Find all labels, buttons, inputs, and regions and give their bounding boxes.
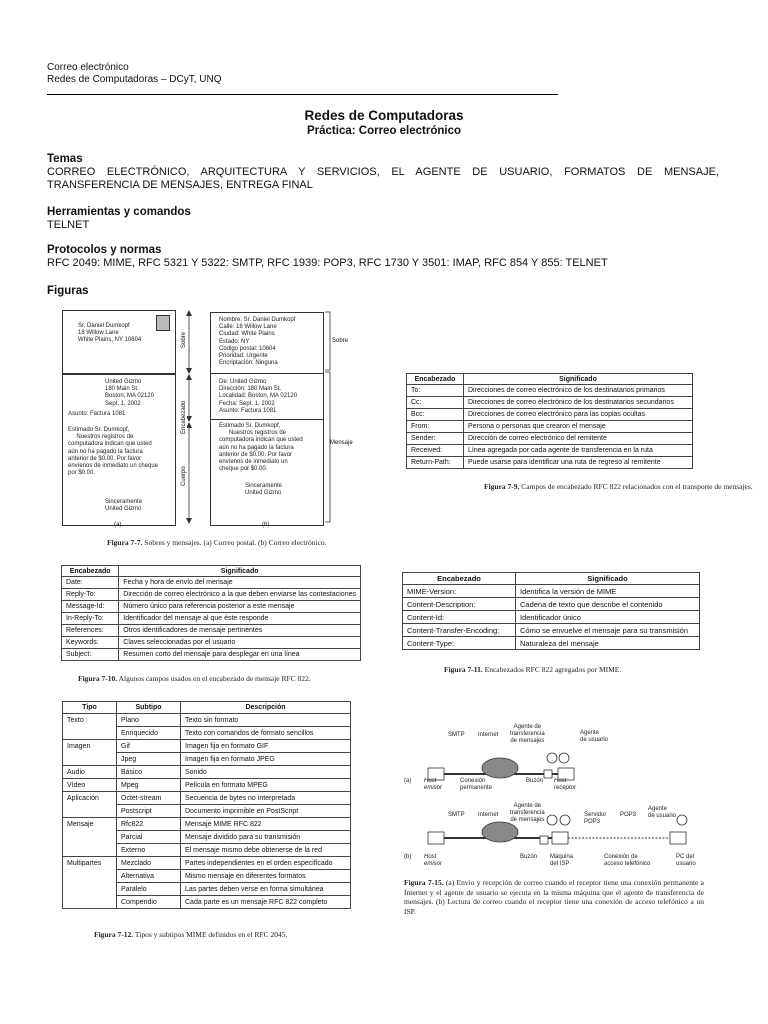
internet-cloud-b-icon [482, 822, 518, 842]
col-descripcion: Descripción [181, 702, 351, 714]
label-sobre-right: Sobre [332, 338, 349, 344]
section-protocolos-heading: Protocolos y normas [47, 244, 162, 256]
isp-machine-icon [552, 832, 568, 844]
table-cell: Película en formato MPEG [181, 779, 351, 792]
email-body: Estimado Sr. Dumkopf, Nuestros registros de computadora indican que usted aún no ha pagado la factura anterior de $0.00. Por favor envíenos de inmediato un cheque por $0.00. [219, 423, 303, 473]
table-cell: Content-Id: [403, 611, 516, 624]
table-cell: Cada parte es un mensaje RFC 822 completo [181, 896, 351, 909]
figure-7-9-caption: Figura 7-9. Campos de encabezado RFC 822 relacionados con el transporte de mensajes. [484, 482, 753, 491]
table-cell: Número único para referencia posterior a este mensaje [119, 601, 361, 613]
table-cell: Texto con comandos de formato sencillos [181, 727, 351, 740]
mailbox-a-icon [544, 770, 552, 778]
col-encabezado: Encabezado [403, 573, 516, 585]
table-row [62, 625, 361, 637]
table-row [63, 870, 351, 883]
table-cell: Multipartes [63, 857, 117, 870]
figure-7-12-caption: Figura 7-12. Tipos y subtipos MIME definidos en el RFC 2045. [94, 930, 288, 939]
fig715-a-buzon: Buzón [526, 778, 544, 784]
figure-7-10-caption: Figura 7-10. Algunos campos usados en el encabezado de mensaje RFC 822. [78, 674, 311, 683]
table-cell: MIME-Version: [403, 585, 516, 598]
section-herramientas-text: TELNET [47, 219, 90, 231]
figure-7-11-table [402, 572, 700, 650]
email-sign: Sinceramente United Gizmo [245, 483, 283, 497]
table-row [403, 585, 700, 598]
table-cell: Compendio [117, 896, 181, 909]
table-cell [63, 753, 117, 766]
table-cell: Persona o personas que crearon el mensaje [464, 421, 693, 433]
table-cell: Imagen fija en formato GIF [181, 740, 351, 753]
label-mensaje: Mensaje [330, 440, 353, 446]
col-subtipo: Subtipo [117, 702, 181, 714]
postal-letter [62, 374, 176, 526]
table-row [62, 601, 361, 613]
table-cell: Parcial [117, 831, 181, 844]
table-cell: Mensaje MIME RFC 822 [181, 818, 351, 831]
section-figuras-heading: Figuras [47, 285, 89, 297]
email-from: De: United Gizmo Dirección: 180 Main St. Localidad: Boston, MA 02120 Fecha: Sept. 1, 2002 Asunto: Factura 1081 [219, 379, 298, 414]
figure-7-12-table [62, 701, 351, 909]
table-row [62, 649, 361, 661]
table-cell: Bcc: [407, 409, 464, 421]
table-cell: Direcciones de correo electrónico de los destinatarios primarios [464, 385, 693, 397]
col-significado: Significado [119, 566, 361, 577]
postal-envelope [62, 310, 176, 374]
table-row [403, 598, 700, 611]
table-cell: Las partes deben verse en forma simultánea [181, 883, 351, 896]
table-cell: Gif [117, 740, 181, 753]
table-cell: Identifica la versión de MIME [516, 585, 700, 598]
table-cell: Claves seleccionadas por el usuario [119, 637, 361, 649]
figure-7-10-table [61, 565, 361, 661]
table-row [407, 421, 693, 433]
label-b: (b) [262, 522, 270, 528]
fig715-a-agente-usuario: Agente de usuario [580, 730, 609, 744]
table-cell: Message-Id: [62, 601, 119, 613]
table-cell [63, 727, 117, 740]
table-cell: Cadena de texto que describe el contenido [516, 598, 700, 611]
table-cell: Mezclado [117, 857, 181, 870]
fig715-a-conexion: Conexión permanente [460, 778, 493, 792]
table-cell: Dirección de correo electrónico del remitente [464, 433, 693, 445]
table-cell: Reply-To: [62, 589, 119, 601]
table-cell: To: [407, 385, 464, 397]
letter-subject: Asunto: Factura 1081 [68, 411, 126, 417]
table-cell: In-Reply-To: [62, 613, 119, 625]
table-cell: Content-Transfer-Encoding: [403, 624, 516, 637]
letter-body: Estimado Sr. Dumkopf, Nuestros registros de computadora indican que usted aún no ha pagado la factura anterior de $0.00. Por favor envíenos de inmediato un cheque por $0.00. [68, 427, 159, 477]
table-cell: Externo [117, 844, 181, 857]
table-cell: Imagen fija en formato JPEG [181, 753, 351, 766]
doc-header-line1: Correo electrónico [47, 62, 129, 73]
letter-sign: Sinceramente United Gizmo [105, 499, 143, 513]
figure-7-7 [62, 310, 353, 530]
table-cell: Aplicación [63, 792, 117, 805]
envelope-address: Sr. Daniel Dumkopf 18 Willow Lane White Plains, NY 10604 [78, 323, 142, 344]
table-row [63, 740, 351, 753]
table-cell: Plano [117, 714, 181, 727]
table-cell: Sender: [407, 433, 464, 445]
table-cell: Subject: [62, 649, 119, 661]
doc-header-line2: Redes de Computadoras – DCyT, UNQ [47, 74, 222, 85]
section-protocolos-text: RFC 2049: MIME, RFC 5321 Y 5322: SMTP, RFC 1939: POP3, RFC 1730 Y 3501: IMAP, RFC 854 Y 855: TELNET [47, 257, 608, 269]
table-row [63, 779, 351, 792]
fig715-a-host-receptor: Host receptor [554, 778, 577, 792]
page-title: Redes de Computadoras [304, 108, 464, 123]
fig715-a-internet: Internet [478, 732, 499, 738]
fig715-b-agente-usuario: Agente de usuario [648, 806, 677, 820]
table-cell: Fecha y hora de envío del mensaje [119, 577, 361, 589]
table-cell: Cómo se envuelve el mensaje para su transmisión [516, 624, 700, 637]
table-cell [63, 844, 117, 857]
table-row [407, 385, 693, 397]
table-row [403, 611, 700, 624]
table-cell: Enriquecido [117, 727, 181, 740]
table-cell: References: [62, 625, 119, 637]
table-cell: Puede usarse para identificar una ruta de regreso al remitente [464, 457, 693, 469]
table-row [63, 766, 351, 779]
table-cell: Otros identificadores de mensaje pertinentes [119, 625, 361, 637]
table-row [62, 613, 361, 625]
table-cell: Direcciones de correo electrónico de los destinatarios secundarios [464, 397, 693, 409]
email-headers: Nombre: Sr. Daniel Dumkopf Calle: 18 Willow Lane Ciudad: White Plains Estado: NY Código postal: 10604 Prioridad: Urgente Encriptación: Ninguna [219, 317, 296, 367]
table-cell: Línea agregada por cada agente de transferencia en la ruta [464, 445, 693, 457]
label-sobre: Sobre [181, 318, 187, 348]
fig715-b-internet: Internet [478, 812, 499, 818]
table-row [63, 844, 351, 857]
fig715-b-host-emisor: Host emisor [424, 854, 443, 868]
table-cell: Paralelo [117, 883, 181, 896]
mailbox-b-icon [540, 836, 548, 844]
table-cell: Secuencia de bytes no interpretada [181, 792, 351, 805]
table-cell: Sonido [181, 766, 351, 779]
fig715-a-agente-transf: Agente de transferencia de mensajes [510, 724, 545, 745]
table-cell: Jpeg [117, 753, 181, 766]
section-temas-heading: Temas [47, 153, 83, 165]
table-cell: Rfc822 [117, 818, 181, 831]
table-row [63, 792, 351, 805]
fig715-b-label: (b) [404, 854, 412, 860]
fig715-a-smtp: SMTP [448, 732, 465, 738]
table-cell: Dirección de correo electrónico a la que deben enviarse las contestaciones [119, 589, 361, 601]
fig715-b-maquina: Máquina del ISP [550, 854, 574, 868]
fig715-a-host-emisor: Host emisor [424, 778, 443, 792]
table-row [407, 433, 693, 445]
table-cell [63, 831, 117, 844]
label-a: (a) [114, 522, 122, 528]
table-cell: Naturaleza del mensaje [516, 637, 700, 650]
table-cell: Mismo mensaje en diferentes formatos [181, 870, 351, 883]
table-row [63, 831, 351, 844]
table-row [63, 805, 351, 818]
table-row [63, 883, 351, 896]
table-cell: Octet-stream [117, 792, 181, 805]
table-row [62, 637, 361, 649]
table-row [63, 857, 351, 870]
header-rule [47, 94, 558, 95]
fig715-b-buzon: Buzón [520, 854, 538, 860]
figure-7-15-caption: Figura 7-15. (a) Envío y recepción de correo cuando el receptor tiene una conexión permanente a Internet y el agente de usuario se ejecuta en la misma máquina que el agente de transferencia de mensajes. (b) Lectura de correo cuando el receptor tiene una conexión de acceso telefónico a un ISP. [404, 878, 705, 916]
table-cell: Básico [117, 766, 181, 779]
internet-cloud-a-icon [482, 758, 518, 778]
table-cell: Identificador único [516, 611, 700, 624]
table-cell: Texto [63, 714, 117, 727]
fig715-b-smtp: SMTP [448, 812, 465, 818]
table-cell: Content-Description: [403, 598, 516, 611]
table-cell: Imagen [63, 740, 117, 753]
table-cell [63, 870, 117, 883]
table-cell [63, 896, 117, 909]
email-message [210, 312, 324, 526]
figure-7-9-table [406, 373, 693, 469]
table-cell: Mensaje [63, 818, 117, 831]
col-encabezado: Encabezado [62, 566, 119, 577]
table-cell: Content-Type: [403, 637, 516, 650]
user-pc-icon [670, 832, 686, 844]
col-significado: Significado [464, 374, 693, 385]
table-cell: Mensaje dividido para su transmisión [181, 831, 351, 844]
table-row [407, 445, 693, 457]
table-cell: Received: [407, 445, 464, 457]
figure-7-11-caption: Figura 7-11. Encabezados RFC 822 agregados por MIME. [444, 665, 622, 674]
table-row [407, 457, 693, 469]
table-row [62, 577, 361, 589]
table-row [407, 397, 693, 409]
col-encabezado: Encabezado [407, 374, 464, 385]
table-row [62, 589, 361, 601]
table-row [63, 727, 351, 740]
table-cell: Partes independientes en el orden especificado [181, 857, 351, 870]
table-cell [63, 883, 117, 896]
table-cell: Audio [63, 766, 117, 779]
col-tipo: Tipo [63, 702, 117, 714]
table-row [63, 896, 351, 909]
figure-7-7-caption: Figura 7-7. Sobres y mensajes. (a) Correo postal. (b) Correo electrónico. [107, 538, 327, 547]
table-cell: Keywords: [62, 637, 119, 649]
table-row [63, 818, 351, 831]
table-cell: Texto sin formato [181, 714, 351, 727]
stamp-icon [156, 315, 170, 331]
table-cell: Cc: [407, 397, 464, 409]
fig715-b-pop3: POP3 [620, 812, 637, 818]
fig715-b-conexion: Conexión de acceso telefónico [604, 854, 651, 868]
table-cell: Alternativa [117, 870, 181, 883]
table-cell: El mensaje mismo debe obtenerse de la red [181, 844, 351, 857]
host-emisor-b-icon [428, 832, 444, 844]
table-cell: Mpeg [117, 779, 181, 792]
section-herramientas-heading: Herramientas y comandos [47, 206, 191, 218]
fig715-b-agente-transf: Agente de transferencia de mensajes [510, 803, 545, 824]
fig715-b-pc: PC del usuario [676, 854, 696, 868]
table-row [403, 624, 700, 637]
col-significado: Significado [516, 573, 700, 585]
fig715-b-servidor: Servidor POP3 [584, 812, 607, 826]
table-cell: Date: [62, 577, 119, 589]
table-cell: Direcciones de correo electrónico para las copias ocultas [464, 409, 693, 421]
table-row [63, 714, 351, 727]
section-temas-text: CORREO ELECTRÓNICO, ARQUITECTURA Y SERVICIOS, EL AGENTE DE USUARIO, FORMATOS DE MENSAJE, TRANSFERENCIA DE MENSAJES, ENTREGA FINAL [47, 166, 719, 191]
fig715-a-label: (a) [404, 778, 412, 784]
table-cell: Postscript [117, 805, 181, 818]
table-row [63, 753, 351, 766]
table-cell: From: [407, 421, 464, 433]
table-row [407, 409, 693, 421]
table-cell: Resumen corto del mensaje para desplegar en una línea [119, 649, 361, 661]
table-row [403, 637, 700, 650]
table-cell: Return-Path: [407, 457, 464, 469]
table-cell: Identificador del mensaje al que éste responde [119, 613, 361, 625]
label-cuerpo: Cuerpo [181, 456, 187, 486]
page-subtitle: Práctica: Correo electrónico [306, 125, 462, 137]
table-cell: Documento imprimible en PostScript [181, 805, 351, 818]
table-cell: Vídeo [63, 779, 117, 792]
letter-sender: United Gizmo 180 Main St. Boston, MA 02120 Sept. 1, 2002 [105, 379, 155, 407]
table-cell [63, 805, 117, 818]
label-encabezado: Encabezado [181, 392, 187, 434]
